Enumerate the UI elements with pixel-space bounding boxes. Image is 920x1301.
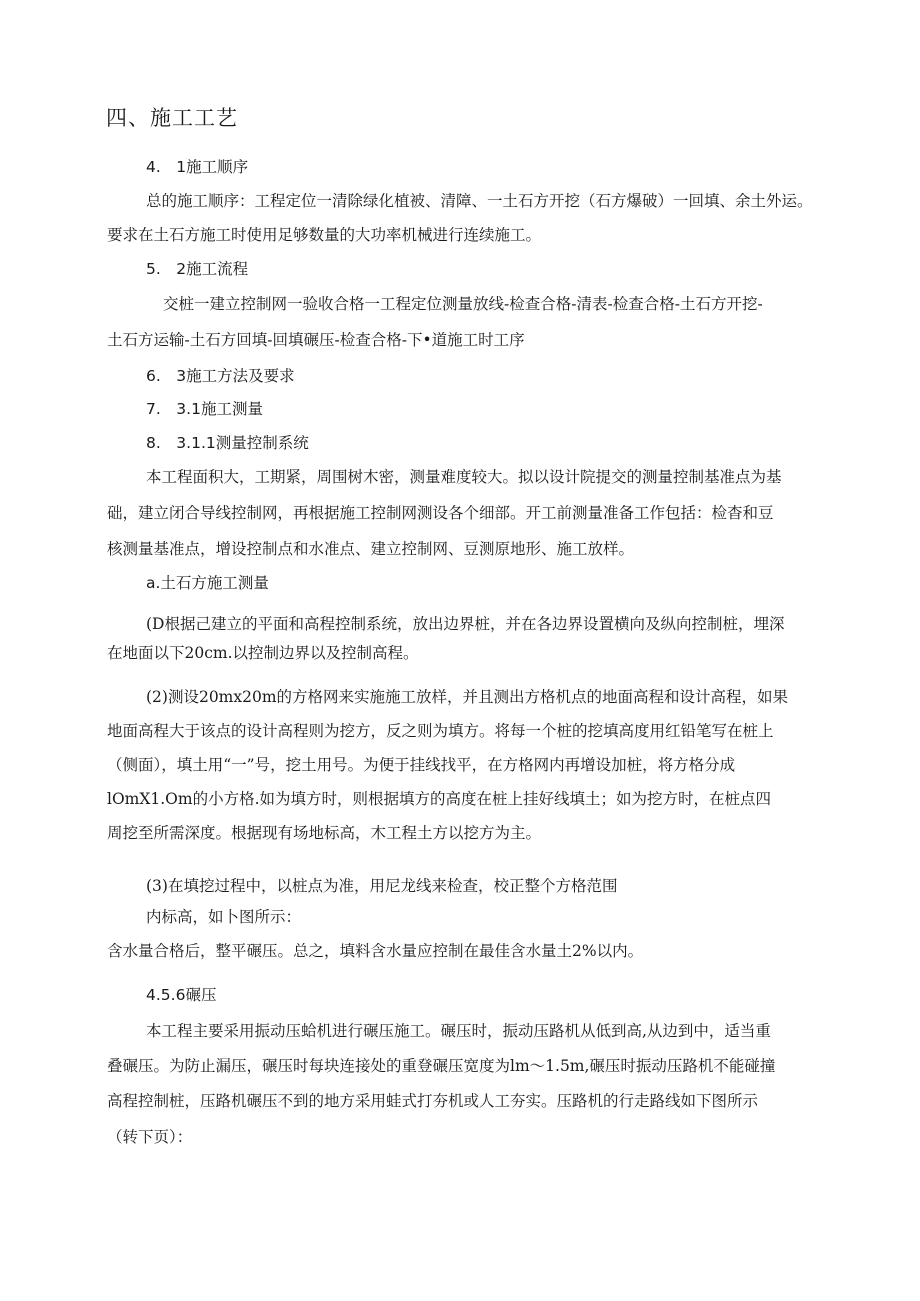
paragraph-line: 含水量合格后，整平碾压。总之，填料含水量应控制在最佳含水量土2%以内。 [107,942,644,960]
paragraph-line: 内标高，如卜图所示： [146,908,302,926]
paragraph-line: 总的施工顺序：工程定位一清除绿化植被、清障、一土石方开挖（石方爆破）一回填、余土外运。 [146,192,813,210]
paragraph-line: 高程控制桩，压路机碾压不到的地方采用蛙式打夯机或人工夯实。压路机的行走路线如下图所示 [107,1092,759,1110]
paragraph-line: 土石方运输-土石方回填-回填碾压-检查合格-下•道施工时工序 [107,331,525,349]
subheading-construction-sequence: 4. 1施工顺序 [146,158,249,176]
paragraph-line: (D根据己建立的平面和高程控制系统，放出边界桩，并在各边界设置横向及纵向控制桩，埋深 [146,615,785,633]
paragraph-line: （侧面），填土用“一”号，挖土用号。为便于挂线找平，在方格网内再增设加桩，将方格分成 [107,756,736,774]
paragraph-line: 本工程面积大，工期紧，周围树木密，测量难度较大。拟以设计院提交的测量控制基准点为基 [146,468,782,486]
paragraph-line: 叠碾压。为防止漏压，碾压时每块连接处的重登碾压宽度为lm〜1.5m,碾压时振动压路机不能碰撞 [107,1057,776,1075]
paragraph-line: （转下页）： [107,1128,193,1146]
paragraph-line: (2)测设20mx20m的方格网来实施施工放样，并且测出方格机点的地面高程和设计高程，如果 [146,688,789,706]
section-heading: 四、施工工艺 [106,106,238,130]
paragraph-line: 周挖至所需深度。根据现有场地标高，木工程土方以挖方为主。 [107,824,542,842]
paragraph-line: 础，建立闭合导线控制网，再根据施工控制网测设各个细部。开工前测量准备工作包括：检杳和豆 [107,504,774,522]
subheading-methods: 6. 3施工方法及要求 [146,367,295,385]
paragraph-line: 在地面以下20cm.以控制边界以及控制高程。 [107,644,419,662]
paragraph-line: 本工程主要采用振动压蛤机进行碾压施工。碾压时，振动压路机从低到高,从边到中，适当重 [146,1022,771,1040]
subheading-survey: 7. 3.1施工测量 [146,400,263,418]
paragraph-line: 交桩一建立控制网一验收合格一工程定位测量放线-检查合格-清表-检查合格-土石方开挖- [163,295,763,313]
paragraph-line: 要求在土石方施工时使用足够数量的大功率机械进行连续施工。 [107,226,542,244]
subheading-construction-flow: 5. 2施工流程 [146,260,249,278]
subheading-survey-control: 8. 3.1.1测量控制系统 [146,434,309,452]
paragraph-line: lOmX1.Om的小方格.如为填方时，则根据填方的高度在桩上挂好线填土；如为挖方时，在桩点四 [107,790,772,808]
paragraph-line: (3)在填挖过程中，以桩点为准，用尼龙线来检查，校正整个方格范围 [146,877,618,895]
paragraph-line: 地面高程大于该点的设计高程则为挖方，反之则为填方。将每一个桩的挖填高度用红铅笔写在桩上 [107,722,774,740]
subheading-compaction: 4.5.6碾压 [146,986,217,1004]
subheading-earthwork-survey: a.土石方施工测量 [146,574,269,592]
paragraph-line: 核测量基准点，增设控制点和水准点、建立控制网、豆测原地形、施工放样。 [107,540,635,558]
